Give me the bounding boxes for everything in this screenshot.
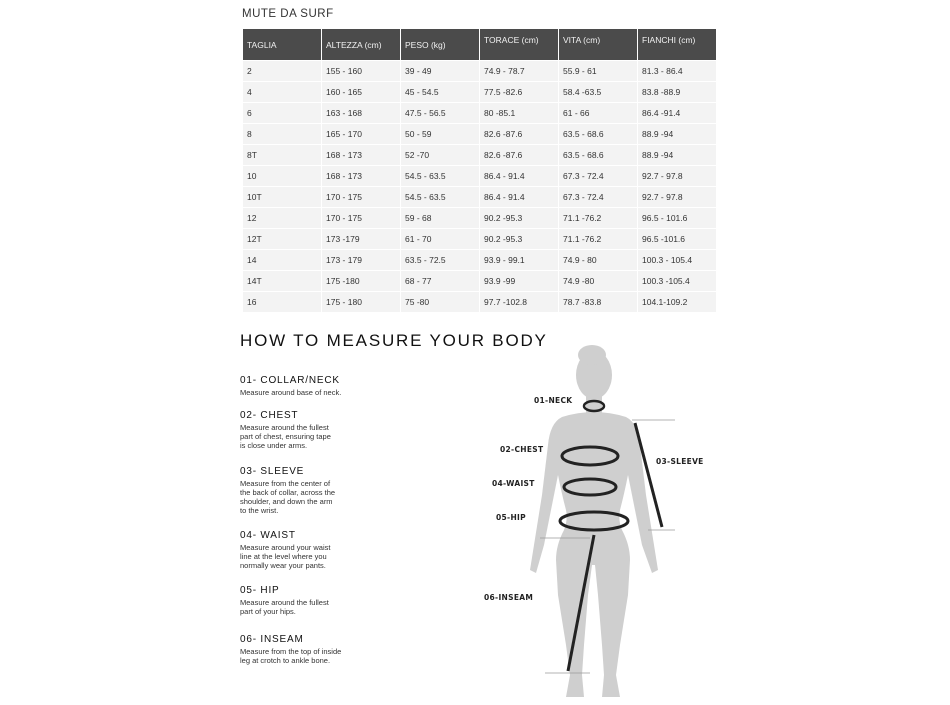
- table-row: [243, 82, 716, 102]
- table-cell: 175 -180: [322, 271, 400, 291]
- table-cell: 100.3 -105.4: [638, 271, 716, 291]
- body-measurement-figure: [470, 345, 730, 700]
- table-cell: 59 - 68: [401, 208, 479, 228]
- table-cell: 90.2 -95.3: [480, 229, 558, 249]
- table-cell: 50 - 59: [401, 124, 479, 144]
- table-cell: 100.3 - 105.4: [638, 250, 716, 270]
- table-cell: 92.7 - 97.8: [638, 187, 716, 207]
- instruction-chest: [240, 410, 440, 450]
- table-cell: 168 - 173: [322, 145, 400, 165]
- table-row: [243, 187, 716, 207]
- table-cell: 75 -80: [401, 292, 479, 312]
- table-cell: 68 - 77: [401, 271, 479, 291]
- table-cell: 77.5 -82.6: [480, 82, 558, 102]
- table-cell: 97.7 -102.8: [480, 292, 558, 312]
- instruction-hip: [240, 585, 440, 616]
- table-cell: 8T: [243, 145, 321, 165]
- table-cell: 12T: [243, 229, 321, 249]
- table-cell: 163 - 168: [322, 103, 400, 123]
- header-altezza: ALTEZZA (cm): [322, 29, 400, 60]
- instruction-desc: Measure around base of neck.: [240, 388, 342, 397]
- table-row: [243, 271, 716, 291]
- table-cell: 96.5 -101.6: [638, 229, 716, 249]
- table-cell: 173 - 179: [322, 250, 400, 270]
- instruction-title: 03- SLEEVE: [240, 466, 305, 477]
- table-row: [243, 229, 716, 249]
- header-peso: PESO (kg): [401, 29, 479, 60]
- instruction-title: 01- COLLAR/NECK: [240, 375, 340, 386]
- table-cell: 92.7 - 97.8: [638, 166, 716, 186]
- table-cell: 55.9 - 61: [559, 61, 637, 81]
- table-cell: 74.9 -80: [559, 271, 637, 291]
- table-cell: 86.4 -91.4: [638, 103, 716, 123]
- table-row: [243, 166, 716, 186]
- instruction-desc: Measure from the top of inside leg at crotch to ankle bone.: [240, 647, 342, 665]
- table-cell: 173 -179: [322, 229, 400, 249]
- instruction-inseam: [240, 634, 440, 665]
- table-cell: 82.6 -87.6: [480, 145, 558, 165]
- instruction-title: 02- CHEST: [240, 410, 299, 421]
- table-cell: 93.9 -99: [480, 271, 558, 291]
- label-sleeve: 03-SLEEVE: [656, 457, 704, 466]
- table-cell: 61 - 66: [559, 103, 637, 123]
- table-cell: 58.4 -63.5: [559, 82, 637, 102]
- table-cell: 175 - 180: [322, 292, 400, 312]
- table-cell: 16: [243, 292, 321, 312]
- table-cell: 4: [243, 82, 321, 102]
- page-title: MUTE DA SURF: [242, 8, 334, 20]
- label-neck: 01-NECK: [534, 396, 573, 405]
- size-chart-table: [242, 28, 717, 313]
- table-row: [243, 250, 716, 270]
- table-row: [243, 103, 716, 123]
- table-cell: 170 - 175: [322, 208, 400, 228]
- table-cell: 81.3 - 86.4: [638, 61, 716, 81]
- table-cell: 63.5 - 68.6: [559, 145, 637, 165]
- table-cell: 155 - 160: [322, 61, 400, 81]
- instruction-desc: Measure from the center of the back of collar, across the shoulder, and down the arm to the wrist.: [240, 479, 336, 515]
- table-cell: 47.5 - 56.5: [401, 103, 479, 123]
- instruction-title: 04- WAIST: [240, 530, 296, 541]
- table-cell: 61 - 70: [401, 229, 479, 249]
- table-cell: 88.9 -94: [638, 145, 716, 165]
- table-cell: 71.1 -76.2: [559, 208, 637, 228]
- table-cell: 39 - 49: [401, 61, 479, 81]
- table-row: [243, 124, 716, 144]
- table-cell: 86.4 - 91.4: [480, 187, 558, 207]
- header-torace: TORACE (cm): [480, 29, 558, 60]
- table-row: [243, 292, 716, 312]
- table-cell: 160 - 165: [322, 82, 400, 102]
- table-cell: 67.3 - 72.4: [559, 166, 637, 186]
- instruction-waist: [240, 530, 440, 570]
- table-cell: 71.1 -76.2: [559, 229, 637, 249]
- instruction-neck: [240, 375, 440, 397]
- table-cell: 52 -70: [401, 145, 479, 165]
- table-cell: 96.5 - 101.6: [638, 208, 716, 228]
- table-cell: 93.9 - 99.1: [480, 250, 558, 270]
- label-chest: 02-CHEST: [500, 445, 544, 454]
- table-cell: 54.5 - 63.5: [401, 166, 479, 186]
- instruction-desc: Measure around the fullest part of chest, ensuring tape is close under arms.: [240, 423, 331, 450]
- instruction-sleeve: [240, 466, 440, 515]
- table-cell: 88.9 -94: [638, 124, 716, 144]
- body-silhouette-illustration: [470, 345, 730, 700]
- table-cell: 80 -85.1: [480, 103, 558, 123]
- instruction-desc: Measure around your waist line at the level where you normally wear your pants.: [240, 543, 331, 570]
- table-cell: 63.5 - 68.6: [559, 124, 637, 144]
- table-cell: 14: [243, 250, 321, 270]
- table-cell: 168 - 173: [322, 166, 400, 186]
- table-cell: 170 - 175: [322, 187, 400, 207]
- table-cell: 67.3 - 72.4: [559, 187, 637, 207]
- table-cell: 74.9 - 80: [559, 250, 637, 270]
- how-to-measure-heading: HOW TO MEASURE YOUR BODY: [240, 331, 548, 350]
- table-cell: 10T: [243, 187, 321, 207]
- table-cell: 82.6 -87.6: [480, 124, 558, 144]
- table-cell: 45 - 54.5: [401, 82, 479, 102]
- table-row: [243, 61, 716, 81]
- label-waist: 04-WAIST: [492, 479, 535, 488]
- table-cell: 104.1-109.2: [638, 292, 716, 312]
- table-cell: 86.4 - 91.4: [480, 166, 558, 186]
- table-cell: 78.7 -83.8: [559, 292, 637, 312]
- table-cell: 83.8 -88.9: [638, 82, 716, 102]
- table-cell: 6: [243, 103, 321, 123]
- table-cell: 74.9 - 78.7: [480, 61, 558, 81]
- table-row: [243, 208, 716, 228]
- table-cell: 54.5 - 63.5: [401, 187, 479, 207]
- instruction-title: 06- INSEAM: [240, 634, 304, 645]
- table-cell: 90.2 -95.3: [480, 208, 558, 228]
- header-vita: VITA (cm): [559, 29, 637, 60]
- instruction-title: 05- HIP: [240, 585, 280, 596]
- header-taglia: TAGLIA: [243, 29, 321, 60]
- table-cell: 63.5 - 72.5: [401, 250, 479, 270]
- label-hip: 05-HIP: [496, 513, 526, 522]
- table-cell: 8: [243, 124, 321, 144]
- table-cell: 10: [243, 166, 321, 186]
- table-cell: 12: [243, 208, 321, 228]
- label-inseam: 06-INSEAM: [484, 593, 534, 602]
- instruction-desc: Measure around the fullest part of your hips.: [240, 598, 329, 616]
- table-header-row: [243, 29, 716, 60]
- table-cell: 14T: [243, 271, 321, 291]
- header-fianchi: FIANCHI (cm): [638, 29, 716, 60]
- table-cell: 165 - 170: [322, 124, 400, 144]
- table-row: [243, 145, 716, 165]
- table-cell: 2: [243, 61, 321, 81]
